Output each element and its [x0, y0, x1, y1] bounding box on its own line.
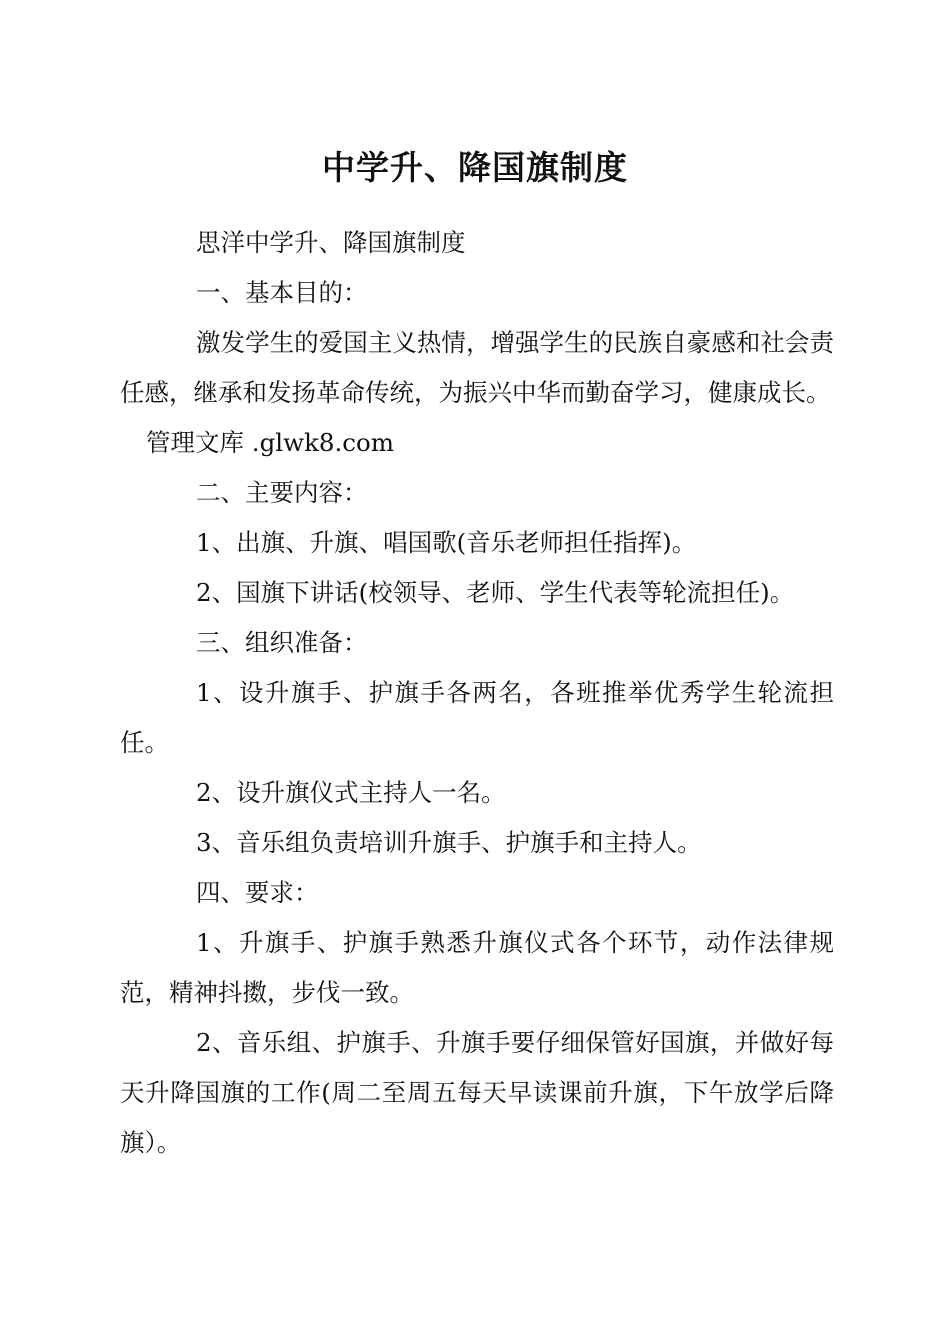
watermark-site-text: 管理文库 .glwk8.com	[146, 428, 394, 457]
list-item-preparation-1: 1、设升旗手、护旗手各两名，各班推举优秀学生轮流担任。	[120, 678, 834, 757]
list-item-content-1: 1、出旗、升旗、唱国歌(音乐老师担任指挥)。	[196, 528, 697, 557]
document-title: 中学升、降国旗制度	[322, 148, 628, 187]
paragraph-school-heading: 思洋中学升、降国旗制度	[196, 228, 466, 257]
paragraph-purpose: 激发学生的爱国主义热情，增强学生的民族自豪感和社会责任感，继承和发扬革命传统，为振兴中华而勤奋学习，健康成长。	[120, 328, 834, 407]
section-heading-requirements: 四、要求：	[196, 878, 319, 907]
list-item-requirements-1: 1、升旗手、护旗手熟悉升旗仪式各个环节，动作法律规范，精神抖擞，步伐一致。	[120, 928, 834, 1007]
document-body	[120, 218, 834, 1168]
section-heading-purpose: 一、基本目的：	[196, 278, 368, 307]
list-item-preparation-3: 3、音乐组负责培训升旗手、护旗手和主持人。	[196, 828, 702, 857]
section-heading-preparation: 三、组织准备：	[196, 628, 368, 657]
list-item-content-2: 2、国旗下讲话(校领导、老师、学生代表等轮流担任)。	[196, 578, 795, 607]
list-item-preparation-2: 2、设升旗仪式主持人一名。	[196, 778, 506, 807]
list-item-requirements-2: 2、音乐组、护旗手、升旗手要仔细保管好国旗，并做好每天升降国旗的工作(周二至周五每天早读课前升旗，下午放学后降旗）。	[120, 1028, 834, 1157]
section-heading-content: 二、主要内容：	[196, 478, 368, 507]
